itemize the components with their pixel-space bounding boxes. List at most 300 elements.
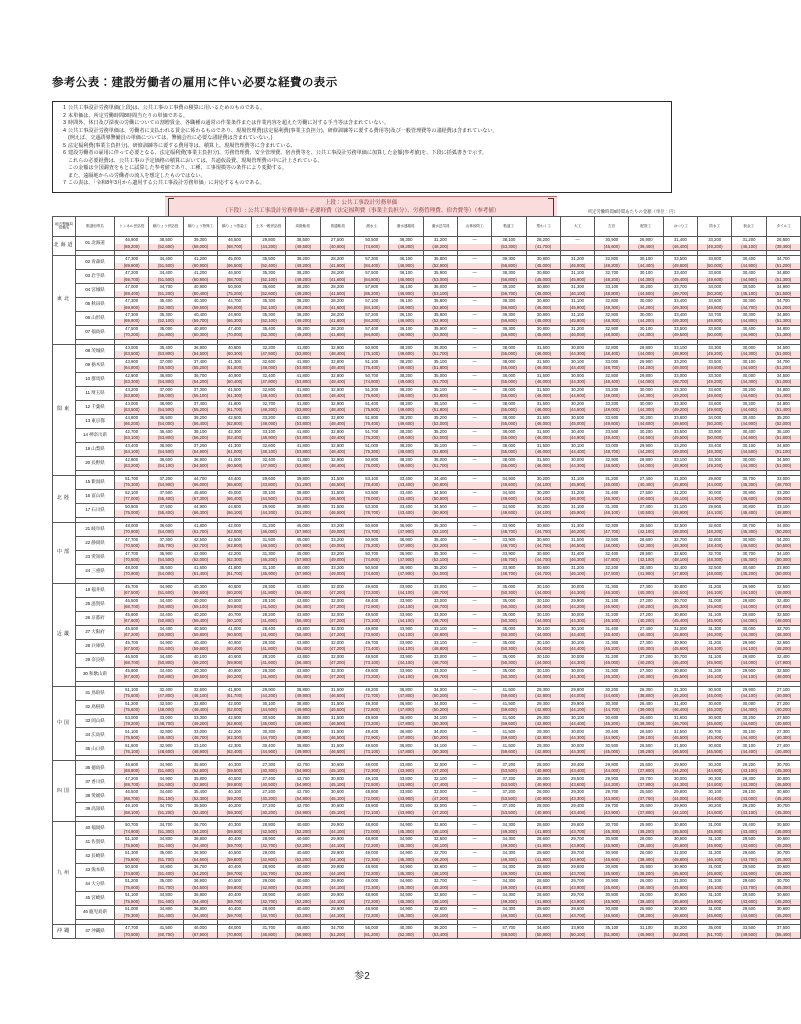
prefecture-name: 02 青森県 — [76, 255, 115, 269]
rate-value-lower: (55,400) — [149, 510, 183, 517]
rate-value-lower: (41,800) — [526, 871, 560, 878]
rate-value-lower: (40,400) — [629, 632, 663, 639]
rate-value-lower: (44,100) — [320, 829, 354, 836]
rate-value-upper: 40,600 — [286, 836, 320, 843]
rate-value-upper: 32,600 — [423, 906, 457, 913]
rate-value-lower: (60,700) — [149, 932, 183, 939]
rate-value-upper: 40,600 — [286, 878, 320, 885]
rate-value-lower: (45,300) — [766, 857, 800, 864]
rate-value-upper: — — [457, 550, 491, 557]
rate-value-upper: 30,000 — [560, 667, 594, 674]
rate-value-upper: 34,000 — [698, 414, 732, 421]
rate-value-lower: (62,400) — [217, 435, 251, 442]
rate-value-upper: 25,600 — [629, 761, 663, 768]
rate-value-upper: 28,500 — [629, 550, 663, 557]
table-row — [53, 864, 801, 871]
rate-value-lower: (44,200) — [560, 604, 594, 611]
rate-value-upper: 34,100 — [423, 714, 457, 721]
rate-value-lower: (43,300) — [732, 782, 766, 789]
rate-value-lower: (47,200) — [320, 660, 354, 667]
rate-value-upper: 34,900 — [389, 892, 423, 899]
rate-value-lower: (49,600) — [492, 496, 526, 503]
rate-value-upper: 31,200 — [423, 237, 457, 244]
rate-value-upper: 32,800 — [320, 372, 354, 379]
rate-value-lower: (44,400) — [560, 721, 594, 728]
rate-value-upper: — — [457, 522, 491, 529]
rate-value-lower: (66,000) — [217, 305, 251, 312]
rate-value-lower — [457, 885, 491, 892]
rate-value-upper: 31,200 — [560, 489, 594, 496]
rate-value-lower: (47,800) — [595, 557, 629, 564]
rate-value-lower — [457, 496, 491, 503]
rate-value-upper: 33,200 — [663, 358, 697, 365]
prefecture-name: 04 宮城県 — [76, 283, 115, 297]
rate-value-upper: 28,600 — [526, 878, 560, 885]
rate-value-upper: 48,000 — [115, 522, 149, 529]
rate-value-lower: (57,900) — [286, 529, 320, 536]
rate-value-upper: 30,600 — [526, 550, 560, 557]
rate-value-lower: (46,200) — [663, 693, 697, 700]
rate-value-upper: 29,300 — [526, 700, 560, 707]
rate-value-lower: (48,300) — [595, 319, 629, 326]
rate-value-upper: 29,300 — [526, 714, 560, 721]
rate-value-lower: (75,100) — [355, 351, 389, 358]
rate-value-upper: 35,400 — [183, 789, 217, 796]
rate-value-upper: 40,500 — [217, 597, 251, 604]
rate-value-lower: (59,600) — [492, 721, 526, 728]
rate-value-upper: 30,000 — [560, 728, 594, 735]
rate-value-lower: (45,500) — [595, 913, 629, 920]
rate-value-upper: 31,200 — [698, 583, 732, 590]
rate-value-upper: 41,600 — [183, 564, 217, 571]
rate-value-lower: (60,400) — [183, 291, 217, 298]
rate-value-upper: 28,400 — [252, 625, 286, 632]
table-row — [53, 510, 801, 517]
rate-value-upper: 31,500 — [526, 428, 560, 435]
rate-value-lower: (66,500) — [217, 263, 251, 270]
rate-value-lower: (68,700) — [115, 660, 149, 667]
rate-value-lower: (48,100) — [423, 871, 457, 878]
rate-value-upper: 29,900 — [732, 686, 766, 693]
rate-value-lower: (73,100) — [355, 618, 389, 625]
rate-value-lower: (68,700) — [115, 604, 149, 611]
rate-value-lower: (46,500) — [663, 735, 697, 742]
rate-value-upper: 40,100 — [183, 653, 217, 660]
rate-value-lower: (43,600) — [732, 843, 766, 850]
rate-value-upper: 29,700 — [560, 836, 594, 843]
rate-value-upper: 41,800 — [217, 400, 251, 407]
rate-value-upper: 42,500 — [217, 714, 251, 721]
rate-value-lower: (46,200) — [252, 557, 286, 564]
rate-value-lower: (43,600) — [560, 782, 594, 789]
rate-value-upper: 41,800 — [286, 372, 320, 379]
rate-value-upper: 28,600 — [629, 536, 663, 543]
rate-value-upper: 41,800 — [286, 400, 320, 407]
rate-value-upper: 32,600 — [252, 358, 286, 365]
rate-value-lower: (48,000) — [766, 674, 800, 681]
rate-value-upper: 32,400 — [766, 597, 800, 604]
rate-value-upper: 38,200 — [389, 428, 423, 435]
rate-value-lower: (72,200) — [355, 899, 389, 906]
rate-value-upper: 30,100 — [698, 789, 732, 796]
rate-value-lower: (44,100) — [732, 693, 766, 700]
rate-value-lower: (54,900) — [149, 482, 183, 489]
rate-value-upper: 30,200 — [629, 414, 663, 421]
rate-value-upper: 36,000 — [423, 283, 457, 290]
rate-value-lower: (46,500) — [320, 496, 354, 503]
rate-value-lower: (49,300) — [492, 913, 526, 920]
rate-value-upper: 47,700 — [492, 925, 526, 932]
rate-value-upper: 33,200 — [595, 400, 629, 407]
rate-value-lower: (45,300) — [663, 604, 697, 611]
rate-value-upper: 35,100 — [423, 400, 457, 407]
rate-value-upper: 35,000 — [492, 611, 526, 618]
rate-value-upper: 40,300 — [389, 925, 423, 932]
rate-value-lower: (40,300) — [629, 590, 663, 597]
table-row — [53, 892, 801, 899]
rate-value-lower: (58,900) — [286, 932, 320, 939]
rate-value-lower: (52,000) — [766, 421, 800, 428]
rate-value-upper: 36,800 — [183, 892, 217, 899]
rate-value-lower: (42,700) — [252, 913, 286, 920]
rate-value-lower: (48,400) — [320, 435, 354, 442]
rate-value-upper: 49,400 — [355, 597, 389, 604]
note-line: 6 建設労働者の雇用に伴って必要となる、法定福利費(事業主負担分)、労務管理費、安全管理費、宿舎費等を、公共工事設計労務単価に加算した金額(参考値)を、下段に括弧書きで示す。 — [57, 150, 667, 158]
rate-value-lower: (43,700) — [560, 829, 594, 836]
table-row — [53, 618, 801, 625]
rate-value-lower: (59,700) — [217, 899, 251, 906]
rate-value-lower: (50,300) — [492, 590, 526, 597]
rate-value-lower: (50,300) — [492, 674, 526, 681]
rate-value-lower: (50,800) — [149, 660, 183, 667]
rate-value-lower: (64,800) — [115, 365, 149, 372]
table-row — [53, 400, 801, 407]
rate-value-lower: (38,400) — [629, 857, 663, 864]
rate-value-lower: (52,200) — [423, 543, 457, 550]
rate-value-upper: 41,500 — [492, 742, 526, 749]
rate-value-upper: 38,000 — [492, 414, 526, 421]
rate-value-upper: 30,100 — [526, 667, 560, 674]
rate-value-upper: 31,600 — [663, 714, 697, 721]
rate-value-upper: 31,500 — [320, 714, 354, 721]
rate-value-lower: (46,100) — [663, 496, 697, 503]
rate-value-lower: (56,200) — [183, 435, 217, 442]
rate-value-lower: (67,300) — [183, 496, 217, 503]
rate-value-upper: 33,000 — [423, 597, 457, 604]
rate-value-upper: 29,800 — [663, 789, 697, 796]
rate-value-upper: 26,600 — [766, 237, 800, 244]
rate-value-lower: (44,600) — [698, 768, 732, 775]
rate-value-lower: (45,300) — [732, 529, 766, 536]
rate-value-lower: (51,700) — [149, 857, 183, 864]
rate-value-lower: (37,900) — [629, 782, 663, 789]
table-row — [53, 857, 801, 864]
rate-value-upper: 39,300 — [492, 297, 526, 304]
rate-value-upper: — — [457, 503, 491, 510]
rate-value-upper: — — [457, 297, 491, 304]
rate-value-upper: 48,900 — [355, 864, 389, 871]
rate-value-lower: (49,300) — [492, 857, 526, 864]
rate-value-upper: 47,700 — [115, 550, 149, 557]
prefecture-name: 39 高知県 — [76, 803, 115, 817]
rate-value-lower: (72,000) — [355, 796, 389, 803]
rate-value-lower: (74,800) — [355, 379, 389, 386]
rate-value-lower: (43,800) — [595, 796, 629, 803]
prefecture-name: 20 長野県 — [76, 456, 115, 470]
rate-value-lower: (61,000) — [217, 449, 251, 456]
rate-value-lower: (50,000) — [698, 263, 732, 270]
rate-value-lower: (59,500) — [183, 590, 217, 597]
rate-value-upper: 30,300 — [732, 297, 766, 304]
rate-value-upper: 30,900 — [698, 714, 732, 721]
rate-value-lower: (46,900) — [389, 305, 423, 312]
rate-value-lower: (62,800) — [217, 543, 251, 550]
rate-value-upper: 30,100 — [732, 358, 766, 365]
rate-value-lower: (56,400) — [286, 674, 320, 681]
rate-value-upper: 33,400 — [389, 503, 423, 510]
note-line: 5 法定福利費(事業主負担分)、研修訓練等に要する費用等は、積算上、現場管理費等に含まれている。 — [57, 143, 667, 151]
rate-value-lower — [457, 393, 491, 400]
rate-value-upper: 42,800 — [115, 456, 149, 463]
rate-value-lower: (37,800) — [629, 768, 663, 775]
rate-value-upper: 36,100 — [389, 255, 423, 262]
rate-value-upper: 32,500 — [595, 536, 629, 543]
rate-value-upper: 57,200 — [355, 311, 389, 318]
table-row — [53, 871, 801, 878]
rate-value-upper: 29,300 — [732, 775, 766, 782]
table-row — [53, 442, 801, 449]
rate-value-upper: 28,200 — [320, 325, 354, 332]
rate-value-lower: (72,500) — [355, 782, 389, 789]
rate-value-lower: (41,600) — [320, 333, 354, 340]
rate-value-lower: (54,900) — [286, 768, 320, 775]
rate-value-lower: (43,900) — [595, 810, 629, 817]
rate-value-upper: 33,200 — [320, 550, 354, 557]
rate-value-lower: (51,100) — [149, 796, 183, 803]
table-row — [53, 463, 801, 470]
rate-value-lower: (56,800) — [492, 333, 526, 340]
note-line: 4 公共工事設計労務単価は、労働者に支払われる賃金に係わるものであり、現場管理費(法定福利費(事業主負担分)、研修訓練等に要する費用等)及び一般管理費等の諸経費は含まれていない。 — [57, 128, 667, 136]
rate-value-upper: — — [457, 372, 491, 379]
prefecture-name: 44 大分県 — [76, 878, 115, 892]
rate-value-lower: (75,000) — [115, 510, 149, 517]
rate-value-upper: 32,500 — [766, 667, 800, 674]
rate-value-lower: (56,700) — [492, 291, 526, 298]
rate-value-upper: 28,200 — [320, 311, 354, 318]
rate-value-lower: (41,600) — [320, 263, 354, 270]
rate-value-lower: (43,700) — [732, 885, 766, 892]
rate-value-lower: (43,100) — [732, 810, 766, 817]
column-header: 板金工 — [732, 217, 766, 237]
rate-value-upper: 31,300 — [560, 522, 594, 529]
rate-value-lower: (72,900) — [355, 604, 389, 611]
rate-value-lower — [457, 749, 491, 756]
note-number: 2 — [63, 112, 66, 119]
rate-value-lower — [457, 857, 491, 864]
rate-value-upper: 44,400 — [217, 475, 251, 482]
rate-value-upper: 33,100 — [595, 283, 629, 290]
rate-value-lower: (48,200) — [595, 263, 629, 270]
rate-value-lower: (54,200) — [183, 871, 217, 878]
rate-value-lower: (59,600) — [492, 735, 526, 742]
rate-value-upper: 30,100 — [560, 714, 594, 721]
rate-value-lower: (43,400) — [389, 482, 423, 489]
rate-value-upper: 32,700 — [766, 625, 800, 632]
rate-value-upper: 32,400 — [252, 372, 286, 379]
rate-value-upper: — — [457, 283, 491, 290]
rate-value-lower: (54,100) — [149, 463, 183, 470]
rate-value-lower: (57,900) — [286, 557, 320, 564]
rate-value-lower: (43,900) — [389, 810, 423, 817]
rate-value-upper: 45,800 — [115, 611, 149, 618]
rate-value-upper: 32,000 — [320, 667, 354, 674]
rate-value-lower: (45,900) — [698, 843, 732, 850]
rate-value-upper: 40,400 — [183, 639, 217, 646]
rate-value-upper: 43,800 — [286, 667, 320, 674]
rate-value-upper: 33,500 — [698, 358, 732, 365]
rate-value-lower: (44,100) — [526, 496, 560, 503]
rate-value-lower: (55,000) — [492, 365, 526, 372]
rate-value-upper: 42,900 — [115, 372, 149, 379]
rate-value-upper: 33,300 — [183, 714, 217, 721]
rate-value-lower: (46,200) — [698, 632, 732, 639]
rate-value-upper: 33,400 — [663, 311, 697, 318]
rate-value-upper: 35,100 — [766, 428, 800, 435]
rate-value-lower: (46,500) — [252, 543, 286, 550]
rate-value-upper: 29,800 — [629, 456, 663, 463]
rate-value-lower: (55,000) — [149, 393, 183, 400]
rate-value-upper: 31,400 — [595, 625, 629, 632]
rate-value-upper: 30,400 — [732, 325, 766, 332]
rate-value-lower: (52,100) — [252, 319, 286, 326]
rate-value-upper: 35,400 — [252, 325, 286, 332]
rate-value-lower: (44,900) — [732, 435, 766, 442]
rate-value-lower: (51,600) — [149, 646, 183, 653]
rate-value-lower: (60,400) — [217, 646, 251, 653]
rate-value-upper: 30,700 — [732, 522, 766, 529]
rate-value-upper: 33,000 — [183, 728, 217, 735]
rate-value-lower: (48,300) — [698, 557, 732, 564]
rate-value-lower: (72,000) — [355, 829, 389, 836]
rate-value-upper: 33,300 — [663, 400, 697, 407]
rate-value-upper: 33,400 — [663, 297, 697, 304]
rate-value-upper: 33,300 — [663, 386, 697, 393]
rate-value-upper: 36,500 — [149, 414, 183, 421]
rate-value-upper: 32,800 — [320, 442, 354, 449]
rate-value-lower: (48,900) — [663, 463, 697, 470]
rate-value-upper: 34,400 — [149, 611, 183, 618]
rate-value-upper: 28,800 — [252, 822, 286, 829]
rate-value-lower: (50,900) — [423, 510, 457, 517]
rate-value-upper: 33,400 — [389, 489, 423, 496]
rate-value-upper: 30,700 — [766, 761, 800, 768]
rate-value-upper: 31,100 — [560, 475, 594, 482]
rate-value-lower: (48,400) — [595, 351, 629, 358]
rate-value-upper: 45,000 — [286, 564, 320, 571]
rate-value-upper: 30,000 — [629, 400, 663, 407]
rate-value-upper: 29,800 — [732, 597, 766, 604]
table-row — [53, 269, 801, 276]
rate-value-lower: (43,300) — [560, 796, 594, 803]
rate-value-upper: 37,000 — [149, 386, 183, 393]
rate-value-upper: 30,400 — [595, 728, 629, 735]
rate-value-lower: (44,000) — [526, 660, 560, 667]
rate-value-upper: 32,700 — [423, 850, 457, 857]
rate-value-lower: (51,200) — [286, 510, 320, 517]
rate-value-upper: 45,000 — [286, 550, 320, 557]
column-header: 地方整備局管轄名 — [53, 217, 76, 237]
rate-value-upper: 41,800 — [217, 564, 251, 571]
rate-value-lower: (46,800) — [252, 932, 286, 939]
rate-value-upper: 53,000 — [115, 714, 149, 721]
rate-value-lower: (69,900) — [115, 319, 149, 326]
rate-value-lower: (45,600) — [663, 913, 697, 920]
rate-value-lower: (41,600) — [320, 291, 354, 298]
rate-value-lower: (51,200) — [320, 932, 354, 939]
rate-value-lower: (43,600) — [732, 913, 766, 920]
rate-value-upper: — — [457, 653, 491, 660]
note-line: 7 この表は、「令和8年3月から適用する公共工事設計労務単価」に対応するものである。 — [57, 180, 667, 188]
rate-value-lower: (44,600) — [732, 721, 766, 728]
rate-value-lower: (38,200) — [629, 871, 663, 878]
rate-value-upper: 32,600 — [663, 550, 697, 557]
rate-value-lower: (45,600) — [698, 721, 732, 728]
rate-value-lower: (51,700) — [149, 885, 183, 892]
rate-value-upper: 29,900 — [732, 639, 766, 646]
rate-value-upper: 29,900 — [320, 864, 354, 871]
rate-value-lower: (44,000) — [663, 796, 697, 803]
rate-value-lower: (49,600) — [389, 421, 423, 428]
rate-value-upper: 28,100 — [252, 597, 286, 604]
rate-value-lower: (50,300) — [492, 604, 526, 611]
rate-value-lower: (44,300) — [732, 379, 766, 386]
rate-value-upper: 46,500 — [217, 237, 251, 244]
rate-value-upper: 30,100 — [732, 742, 766, 749]
rate-value-lower: (72,800) — [355, 707, 389, 714]
rate-value-upper: 28,900 — [252, 836, 286, 843]
rate-value-upper: 30,000 — [732, 344, 766, 351]
rate-value-lower: (45,500) — [595, 899, 629, 906]
rate-value-lower: (50,000) — [698, 435, 732, 442]
rate-value-lower: (49,400) — [595, 435, 629, 442]
column-header: はつり工 — [663, 217, 697, 237]
rate-value-upper: 37,500 — [149, 503, 183, 510]
rate-value-upper: 42,700 — [286, 761, 320, 768]
rate-value-upper: 30,000 — [629, 311, 663, 318]
rate-value-lower: (46,000) — [560, 333, 594, 340]
rate-value-lower: (50,300) — [423, 749, 457, 756]
rate-value-lower: (45,300) — [766, 885, 800, 892]
rate-value-upper: 35,400 — [149, 344, 183, 351]
rate-value-upper: 50,600 — [355, 522, 389, 529]
rate-value-upper: 36,800 — [389, 714, 423, 721]
rate-value-upper: 51,200 — [115, 700, 149, 707]
rate-value-upper: 51,200 — [355, 386, 389, 393]
note-number: 5 — [63, 142, 66, 149]
rate-value-lower: (59,500) — [217, 768, 251, 775]
rate-value-lower: (46,100) — [698, 646, 732, 653]
rate-value-lower: (48,700) — [423, 618, 457, 625]
rate-value-upper: 31,700 — [252, 925, 286, 932]
rate-value-upper: 33,500 — [663, 255, 697, 262]
rate-value-lower: (62,700) — [183, 543, 217, 550]
rate-value-lower — [457, 604, 491, 611]
rate-value-lower: (49,500) — [663, 333, 697, 340]
rate-value-lower: (51,000) — [766, 463, 800, 470]
rate-value-upper: 29,500 — [560, 775, 594, 782]
rate-value-lower: (48,700) — [595, 365, 629, 372]
rate-value-upper: 50,500 — [355, 564, 389, 571]
